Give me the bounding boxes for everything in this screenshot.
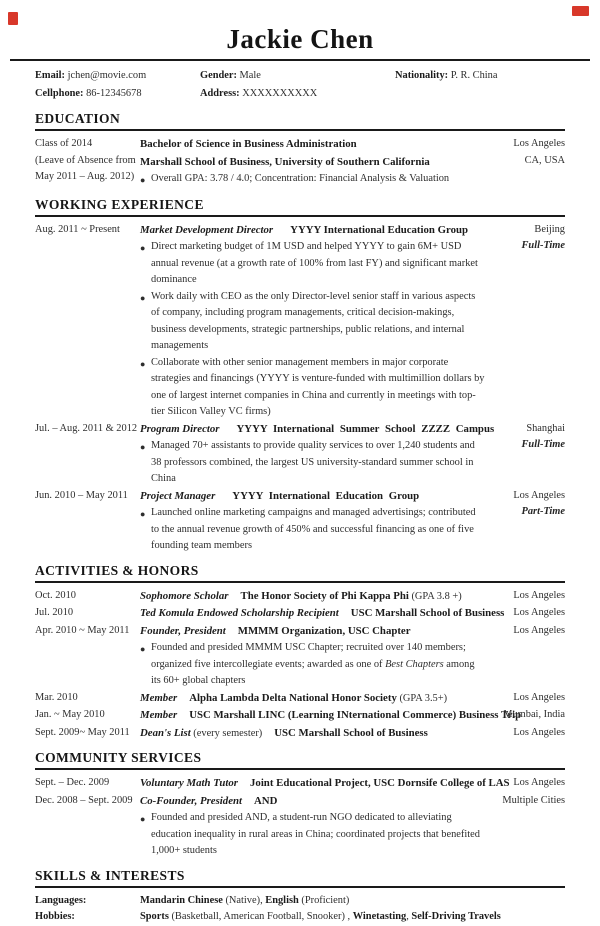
bullet-dot-icon: ● xyxy=(140,175,146,185)
activity-date: Sept. 2009~ May 2011 xyxy=(35,726,130,738)
job-bullet-text: Direct marketing budget of 1M USD and helped YYYY to gain 6M+ USD annual revenue (at a growth rate of 100% from last FY) and significant market dominance xyxy=(151,241,478,285)
community-bullet-text: Founded and presided AND, a student-run NGO dedicated to alleviating education inequality in rural areas in China; coordinated projects that benefited 1,000+ students xyxy=(151,812,480,856)
languages-label: Languages: xyxy=(35,894,87,906)
job-bullet xyxy=(140,438,485,488)
job-bullet-text: Launched online marketing campaigns and managed advertisings; contributed to the annual revenue growth of 450% and successful financing as one of five founding team members xyxy=(151,507,476,551)
activity-org: USC Marshall LINC (Learning INternational Commerce) Business Trip xyxy=(189,709,522,721)
section-community-services xyxy=(35,750,565,860)
location-text: Los Angeles xyxy=(513,624,565,636)
contact-email xyxy=(35,67,200,85)
activity-role: Ted Komula Endowed Scholarship Recipient xyxy=(140,607,339,619)
address-label: Address: xyxy=(200,88,240,99)
location-text: Los Angeles xyxy=(513,607,565,618)
section-title-activities-honors: ACTIVITIES & HONORS xyxy=(35,563,565,583)
job-bullet xyxy=(140,239,485,289)
address-value: XXXXXXXXXX xyxy=(242,88,318,99)
job-entry xyxy=(35,222,565,421)
job-details xyxy=(140,488,485,555)
section-title-community-services: COMMUNITY SERVICES xyxy=(35,750,565,770)
activity-details xyxy=(140,707,522,725)
section-activities-honors xyxy=(35,563,565,743)
activity-org: USC Marshall School of Business xyxy=(350,607,505,619)
section-title-skills-interests: SKILLS & INTERESTS xyxy=(35,868,565,888)
languages-row xyxy=(35,893,565,910)
activity-bullet-text: Founded and presided MMMM USC Chapter; recruited over 140 members; organized five intercollegiate events; awarded as one of Best Chapters among its 60+ global chapters xyxy=(151,642,475,686)
community-date: Dec. 2008 – Sept. 2009 xyxy=(35,794,133,806)
degree-name: Bachelor of Science in Business Administration xyxy=(140,138,357,150)
location-text: Los Angeles xyxy=(513,489,565,501)
hobbies-row xyxy=(35,909,565,926)
hobbies-label: Hobbies: xyxy=(35,911,75,922)
job-org: YYYY International Education Group xyxy=(290,223,469,236)
activity-role: Sophomore Scholar xyxy=(140,589,229,602)
section-education xyxy=(35,111,565,189)
activity-role: Member xyxy=(140,709,178,721)
job-role: Market Development Director xyxy=(140,223,274,236)
community-date: Sept. – Dec. 2009 xyxy=(35,777,110,788)
community-bullet xyxy=(140,810,485,860)
activity-entry xyxy=(35,707,565,725)
contact-nationality xyxy=(395,67,565,85)
job-bullet xyxy=(140,505,485,555)
gender-value: Male xyxy=(239,70,261,81)
activity-date: Jul. 2010 xyxy=(35,607,74,618)
community-role: Co-Founder, President xyxy=(140,794,242,807)
contact-cellphone xyxy=(35,85,200,103)
education-dates xyxy=(35,136,140,186)
activity-role: Dean's List xyxy=(140,726,191,739)
languages-value: Mandarin Chinese (Native), English (Proficient) xyxy=(140,894,350,906)
activity-details xyxy=(140,725,485,743)
activity-entry xyxy=(35,588,565,606)
community-org: Joint Educational Project, USC Dornsife College of LAS xyxy=(250,777,510,789)
bullet-dot-icon: ● xyxy=(140,509,146,519)
bullet-dot-icon: ● xyxy=(140,358,146,369)
job-location-block xyxy=(485,421,565,454)
job-location-block xyxy=(485,488,565,521)
job-entry xyxy=(35,421,565,488)
community-details xyxy=(140,793,485,860)
job-role: Project Manager xyxy=(140,489,216,502)
section-skills-interests xyxy=(35,868,565,926)
education-date-line: (Leave of Absence from xyxy=(35,154,136,166)
job-org: YYYY International Summer School ZZZZ Campus xyxy=(236,422,495,435)
bullet-dot-icon: ● xyxy=(140,292,146,303)
contact-gender xyxy=(200,67,395,85)
location-text: Los Angeles xyxy=(513,589,565,601)
job-bullet xyxy=(140,355,485,421)
activity-role-suffix: (every semester) xyxy=(190,727,263,739)
activity-date: Jan. ~ May 2010 xyxy=(35,709,105,720)
worktype-text: Full-Time xyxy=(521,240,565,251)
section-title-education: EDUCATION xyxy=(35,111,565,131)
job-bullet-text: Work daily with CEO as the only Director-level senior staff in various aspects of company, including program managements, critical decision-makings, business developments, strategic partnerships, public relations, and internal managements xyxy=(151,290,476,351)
education-entry xyxy=(35,136,565,189)
contact-address xyxy=(200,85,395,103)
activity-details xyxy=(140,623,485,690)
activity-role: Founder, President xyxy=(140,624,226,637)
activity-org: USC Marshall School of Business xyxy=(274,726,428,739)
location-text: Los Angeles xyxy=(513,691,565,703)
activity-details xyxy=(140,690,485,708)
activity-suffix: (GPA 3.8 +) xyxy=(408,590,462,602)
job-entry xyxy=(35,488,565,555)
community-org: AND xyxy=(254,794,278,807)
activity-bullet xyxy=(140,640,485,690)
job-date: Aug. 2011 ~ Present xyxy=(35,223,120,235)
job-date: Jul. – Aug. 2011 & 2012 xyxy=(35,422,138,434)
community-entry xyxy=(35,793,565,860)
section-working-experience xyxy=(35,197,565,555)
red-pen-mark-top-right xyxy=(572,6,589,16)
activity-details xyxy=(140,588,485,606)
activity-suffix: (GPA 3.5+) xyxy=(396,692,448,704)
activity-entry xyxy=(35,690,565,708)
red-pen-mark-top-left xyxy=(8,12,18,25)
activity-entry xyxy=(35,605,565,623)
school-name: Marshall School of Business, University of Southern California xyxy=(140,155,430,168)
activity-org: MMMM Organization, USC Chapter xyxy=(237,624,411,637)
location-text: Mumbai, India xyxy=(503,709,565,720)
location-text: CA, USA xyxy=(524,154,565,166)
location-text: Los Angeles xyxy=(513,777,565,788)
education-location xyxy=(485,136,565,169)
community-role: Voluntary Math Tutor xyxy=(140,777,239,789)
contact-block xyxy=(35,67,565,103)
activity-date: Apr. 2010 ~ May 2011 xyxy=(35,624,130,636)
activity-entry xyxy=(35,623,565,690)
job-org: YYYY International Education Group xyxy=(232,489,420,502)
worktype-text: Full-Time xyxy=(521,439,565,450)
activity-role: Member xyxy=(140,691,178,704)
education-bullet-text: Overall GPA: 3.78 / 4.0; Concentration: Financial Analysis & Valuation xyxy=(151,173,450,184)
location-text: Multiple Cities xyxy=(502,794,565,806)
education-bullet xyxy=(140,171,485,189)
activity-org: Alpha Lambda Delta National Honor Society xyxy=(189,691,397,704)
activity-org: The Honor Society of Phi Kappa Phi xyxy=(240,589,409,602)
nationality-label: Nationality: xyxy=(395,70,449,81)
nationality-value: P. R. China xyxy=(450,70,498,81)
job-role: Program Director xyxy=(140,422,220,435)
job-details xyxy=(140,222,485,421)
worktype-text: Part-Time xyxy=(521,506,565,517)
bullet-dot-icon: ● xyxy=(140,814,146,824)
job-details xyxy=(140,421,495,488)
cellphone-value: 86-12345678 xyxy=(86,88,142,99)
job-date: Jun. 2010 – May 2011 xyxy=(35,489,128,501)
cellphone-label: Cellphone: xyxy=(35,88,84,99)
activity-date: Oct. 2010 xyxy=(35,589,76,601)
gender-label: Gender: xyxy=(200,70,237,81)
community-details xyxy=(140,775,510,793)
hobbies-value: Sports (Basketball, American Football, Snooker) , Winetasting, Self-Driving Travels xyxy=(140,911,501,922)
section-title-working-experience: WORKING EXPERIENCE xyxy=(35,197,565,217)
community-entry xyxy=(35,775,565,793)
education-date-line: May 2011 – Aug. 2012) xyxy=(35,171,135,182)
education-date-line: Class of 2014 xyxy=(35,138,93,149)
person-name: Jackie Chen xyxy=(226,24,374,54)
location-text: Los Angeles xyxy=(513,138,565,149)
education-details xyxy=(140,136,485,189)
email-label: Email: xyxy=(35,70,66,81)
bullet-dot-icon: ● xyxy=(140,442,146,452)
bullet-dot-icon: ● xyxy=(140,644,146,654)
activity-details xyxy=(140,605,505,623)
job-bullet-text: Collaborate with other senior management members in major corporate strategies and financings (YYYY is venture-funded with multimillion dollars by one of largest internet companies in China and currently in meetings with top-tier Silicon Valley VC firms) xyxy=(151,356,485,417)
bullet-dot-icon: ● xyxy=(140,243,146,253)
location-text: Shanghai xyxy=(526,422,565,434)
activity-date: Mar. 2010 xyxy=(35,691,78,703)
location-text: Los Angeles xyxy=(513,726,565,738)
job-location-block xyxy=(485,222,565,255)
job-bullet xyxy=(140,289,485,355)
location-text: Beijing xyxy=(534,223,565,235)
header-divider xyxy=(10,59,590,61)
email-value: jchen@movie.com xyxy=(67,70,147,81)
activity-entry xyxy=(35,725,565,743)
job-bullet-text: Managed 70+ assistants to provide quality services to over 1,240 students and 38 professors combined, the largest US university-standard summer school in China xyxy=(151,440,475,484)
